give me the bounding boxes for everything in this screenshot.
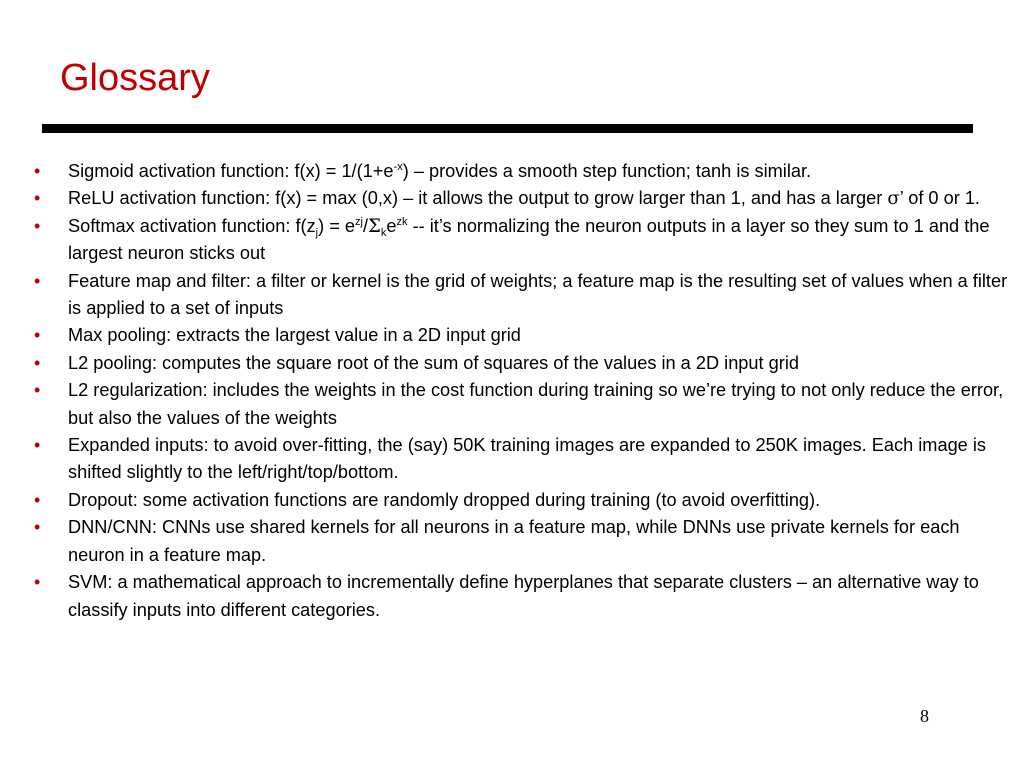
glossary-item-text: DNN/CNN: CNNs use shared kernels for all neurons in a feature map, while DNNs use private kernels for each neuron in a feature map. [68, 517, 960, 565]
glossary-item-max-pooling [0, 322, 1010, 349]
slide-title: Glossary [60, 57, 210, 99]
bullet-dot-icon: • [34, 270, 41, 291]
bullet-dot-icon: • [34, 188, 41, 209]
glossary-item-l2-pooling [0, 350, 1010, 377]
sigmoid-text-a: Sigmoid activation function: f(x) = 1/(1+e [68, 161, 394, 181]
bullet-dot-icon: • [34, 352, 41, 373]
glossary-item-text: L2 pooling: computes the square root of the sum of squares of the values in a 2D input grid [68, 352, 799, 373]
softmax-text-b: ) = e [318, 215, 356, 236]
glossary-item-l2-regularization [0, 377, 1010, 432]
bullet-dot-icon: • [34, 517, 41, 538]
sigmoid-exponent: -x [393, 161, 403, 173]
softmax-exponent-zj: zj [355, 215, 363, 228]
relu-text-a: ReLU activation function: f(x) = max (0,x) – it allows the output to grow larger than 1, and has a larger [68, 188, 888, 209]
sigmoid-text-b: ) – provides a smooth step function; tanh is similar. [402, 161, 812, 181]
glossary-item-relu [0, 185, 1010, 212]
bullet-dot-icon: • [34, 215, 41, 236]
relu-text-b: ’ of 0 or 1. [899, 188, 980, 209]
title-divider [42, 124, 973, 133]
softmax-text-c: / [362, 215, 369, 236]
bullet-dot-icon: • [34, 489, 41, 510]
softmax-text-d: e [386, 215, 397, 236]
bullet-dot-icon: • [34, 380, 41, 401]
glossary-item-text: Feature map and filter: a filter or kernel is the grid of weights; a feature map is the resulting set of values when a filter is applied to a set of inputs [68, 270, 1008, 319]
softmax-exponent-zk: zk [396, 215, 408, 228]
bullet-dot-icon: • [34, 325, 41, 346]
bullet-dot-icon: • [34, 572, 41, 593]
softmax-subscript-k: k [380, 226, 387, 239]
glossary-item-svm [0, 569, 1010, 624]
sigma-symbol: σ [887, 188, 900, 210]
glossary-item-text: L2 regularization: includes the weights in the cost function during training so we’re trying to not only reduce the error, but also the values of the weights [68, 380, 1004, 428]
bullet-dot-icon: • [34, 435, 41, 456]
glossary-item-sigmoid [0, 158, 1010, 185]
glossary-item-text: Max pooling: extracts the largest value in a 2D input grid [68, 325, 521, 346]
summation-symbol: Σ [368, 215, 381, 237]
glossary-item-softmax [0, 213, 1010, 268]
glossary-item-expanded-inputs [0, 432, 1010, 487]
glossary-item-text: SVM: a mathematical approach to incrementally define hyperplanes that separate clusters – an alternative way to classify inputs into different categories. [68, 572, 979, 620]
glossary-item-dropout [0, 487, 1010, 514]
softmax-subscript-j: j [315, 226, 319, 239]
bullet-dot-icon: • [34, 161, 41, 181]
glossary-item-text: Dropout: some activation functions are randomly dropped during training (to avoid overfitting). [68, 489, 821, 510]
glossary-item-feature-map [0, 268, 1010, 323]
page-number: 8 [920, 706, 929, 726]
softmax-text-a: Softmax activation function: f(z [68, 215, 316, 236]
softmax-text-e: -- it’s normalizing the neuron outputs in a layer so they sum to 1 and the largest neuron sticks out [68, 215, 990, 264]
glossary-item-dnn-cnn [0, 514, 1010, 569]
glossary-item-text: Expanded inputs: to avoid over-fitting, the (say) 50K training images are expanded to 250K images. Each image is shifted slightly to the left/right/top/bottom. [68, 435, 986, 483]
glossary-list [0, 158, 1010, 624]
